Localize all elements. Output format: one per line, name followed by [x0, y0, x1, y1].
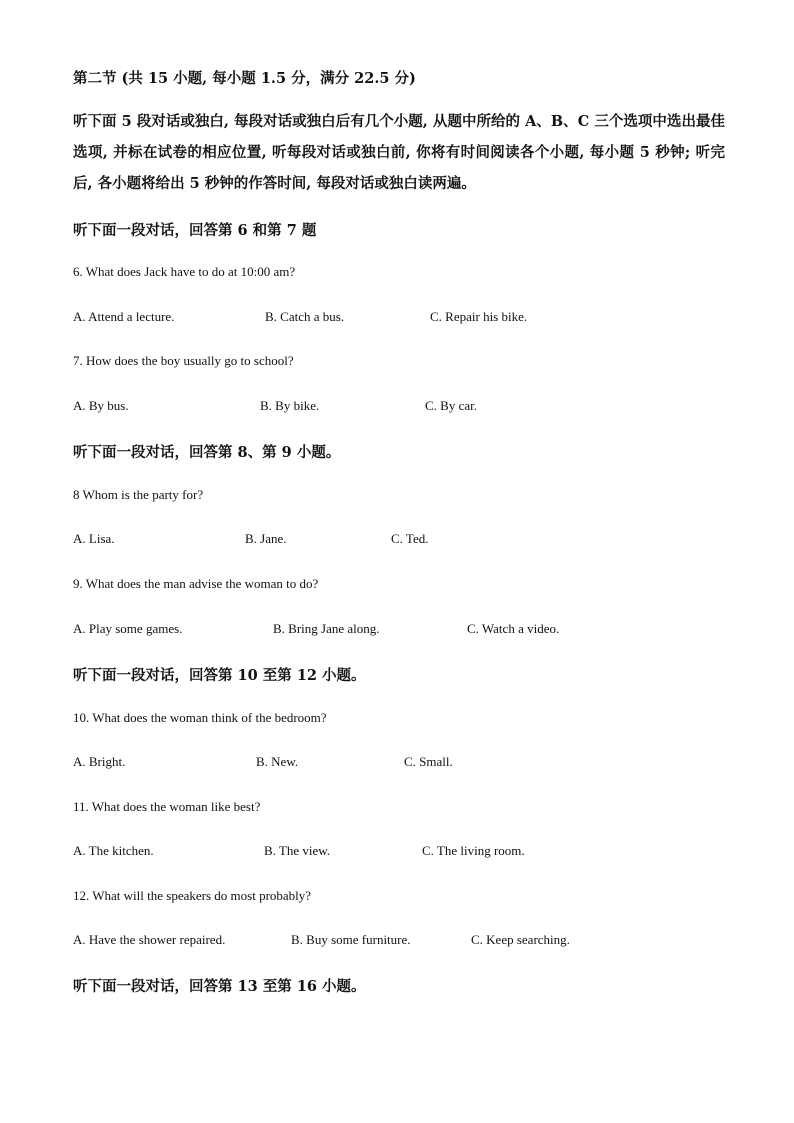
option-b: B. Jane.	[245, 531, 287, 546]
option-a: A. Play some games.	[73, 621, 183, 636]
option-c: C. Repair his bike.	[430, 309, 528, 324]
option-b: B. Bring Jane along.	[273, 621, 380, 636]
section-title: 第二节 (共 15 小题, 每小题 1.5 分，满分 22.5 分)	[73, 70, 416, 87]
option-a: A. Attend a lecture.	[73, 309, 175, 324]
option-a: A. Bright.	[73, 754, 126, 769]
instructions-paragraph: 听下面 5 段对话或独白, 每段对话或独白后有几个小题, 从题中所给的 A、B、C 三个选项中选出最佳选项, 并标在试卷的相应位置, 听每段对话或独白前, 你将有时间阅读各个小题, 每小题 5 秒钟; 听完后, 各小题将给出 5 秒钟的作答时间, 每段对话或独白读两遍。	[73, 113, 725, 192]
option-c: C. Watch a video.	[467, 621, 560, 636]
group-heading: 听下面一段对话，回答第 6 和第 7 题	[73, 222, 317, 239]
question-stem: 9. What does the man advise the woman to do?	[73, 576, 319, 591]
group-heading: 听下面一段对话，回答第 13 至第 16 小题。	[73, 978, 366, 995]
option-a: A. Lisa.	[73, 531, 115, 546]
option-b: B. New.	[256, 754, 299, 769]
question-stem: 12. What will the speakers do most probably?	[73, 888, 312, 903]
question-stem: 7. How does the boy usually go to school?	[73, 353, 294, 368]
question-stem: 10. What does the woman think of the bedroom?	[73, 710, 327, 725]
option-c: C. Small.	[404, 754, 453, 769]
option-c: C. Keep searching.	[471, 932, 570, 947]
option-c: C. By car.	[425, 398, 477, 413]
option-b: B. The view.	[264, 843, 331, 858]
group-heading: 听下面一段对话，回答第 10 至第 12 小题。	[73, 667, 366, 684]
option-b: B. By bike.	[260, 398, 320, 413]
option-a: A. The kitchen.	[73, 843, 154, 858]
option-b: B. Catch a bus.	[265, 309, 345, 324]
question-stem: 11. What does the woman like best?	[73, 799, 261, 814]
option-c: C. Ted.	[391, 531, 429, 546]
option-a: A. Have the shower repaired.	[73, 932, 226, 947]
question-stem: 6. What does Jack have to do at 10:00 am?	[73, 264, 296, 279]
question-stem: 8 Whom is the party for?	[73, 487, 204, 502]
option-b: B. Buy some furniture.	[291, 932, 411, 947]
option-c: C. The living room.	[422, 843, 525, 858]
option-a: A. By bus.	[73, 398, 129, 413]
group-heading: 听下面一段对话，回答第 8、第 9 小题。	[73, 444, 341, 461]
